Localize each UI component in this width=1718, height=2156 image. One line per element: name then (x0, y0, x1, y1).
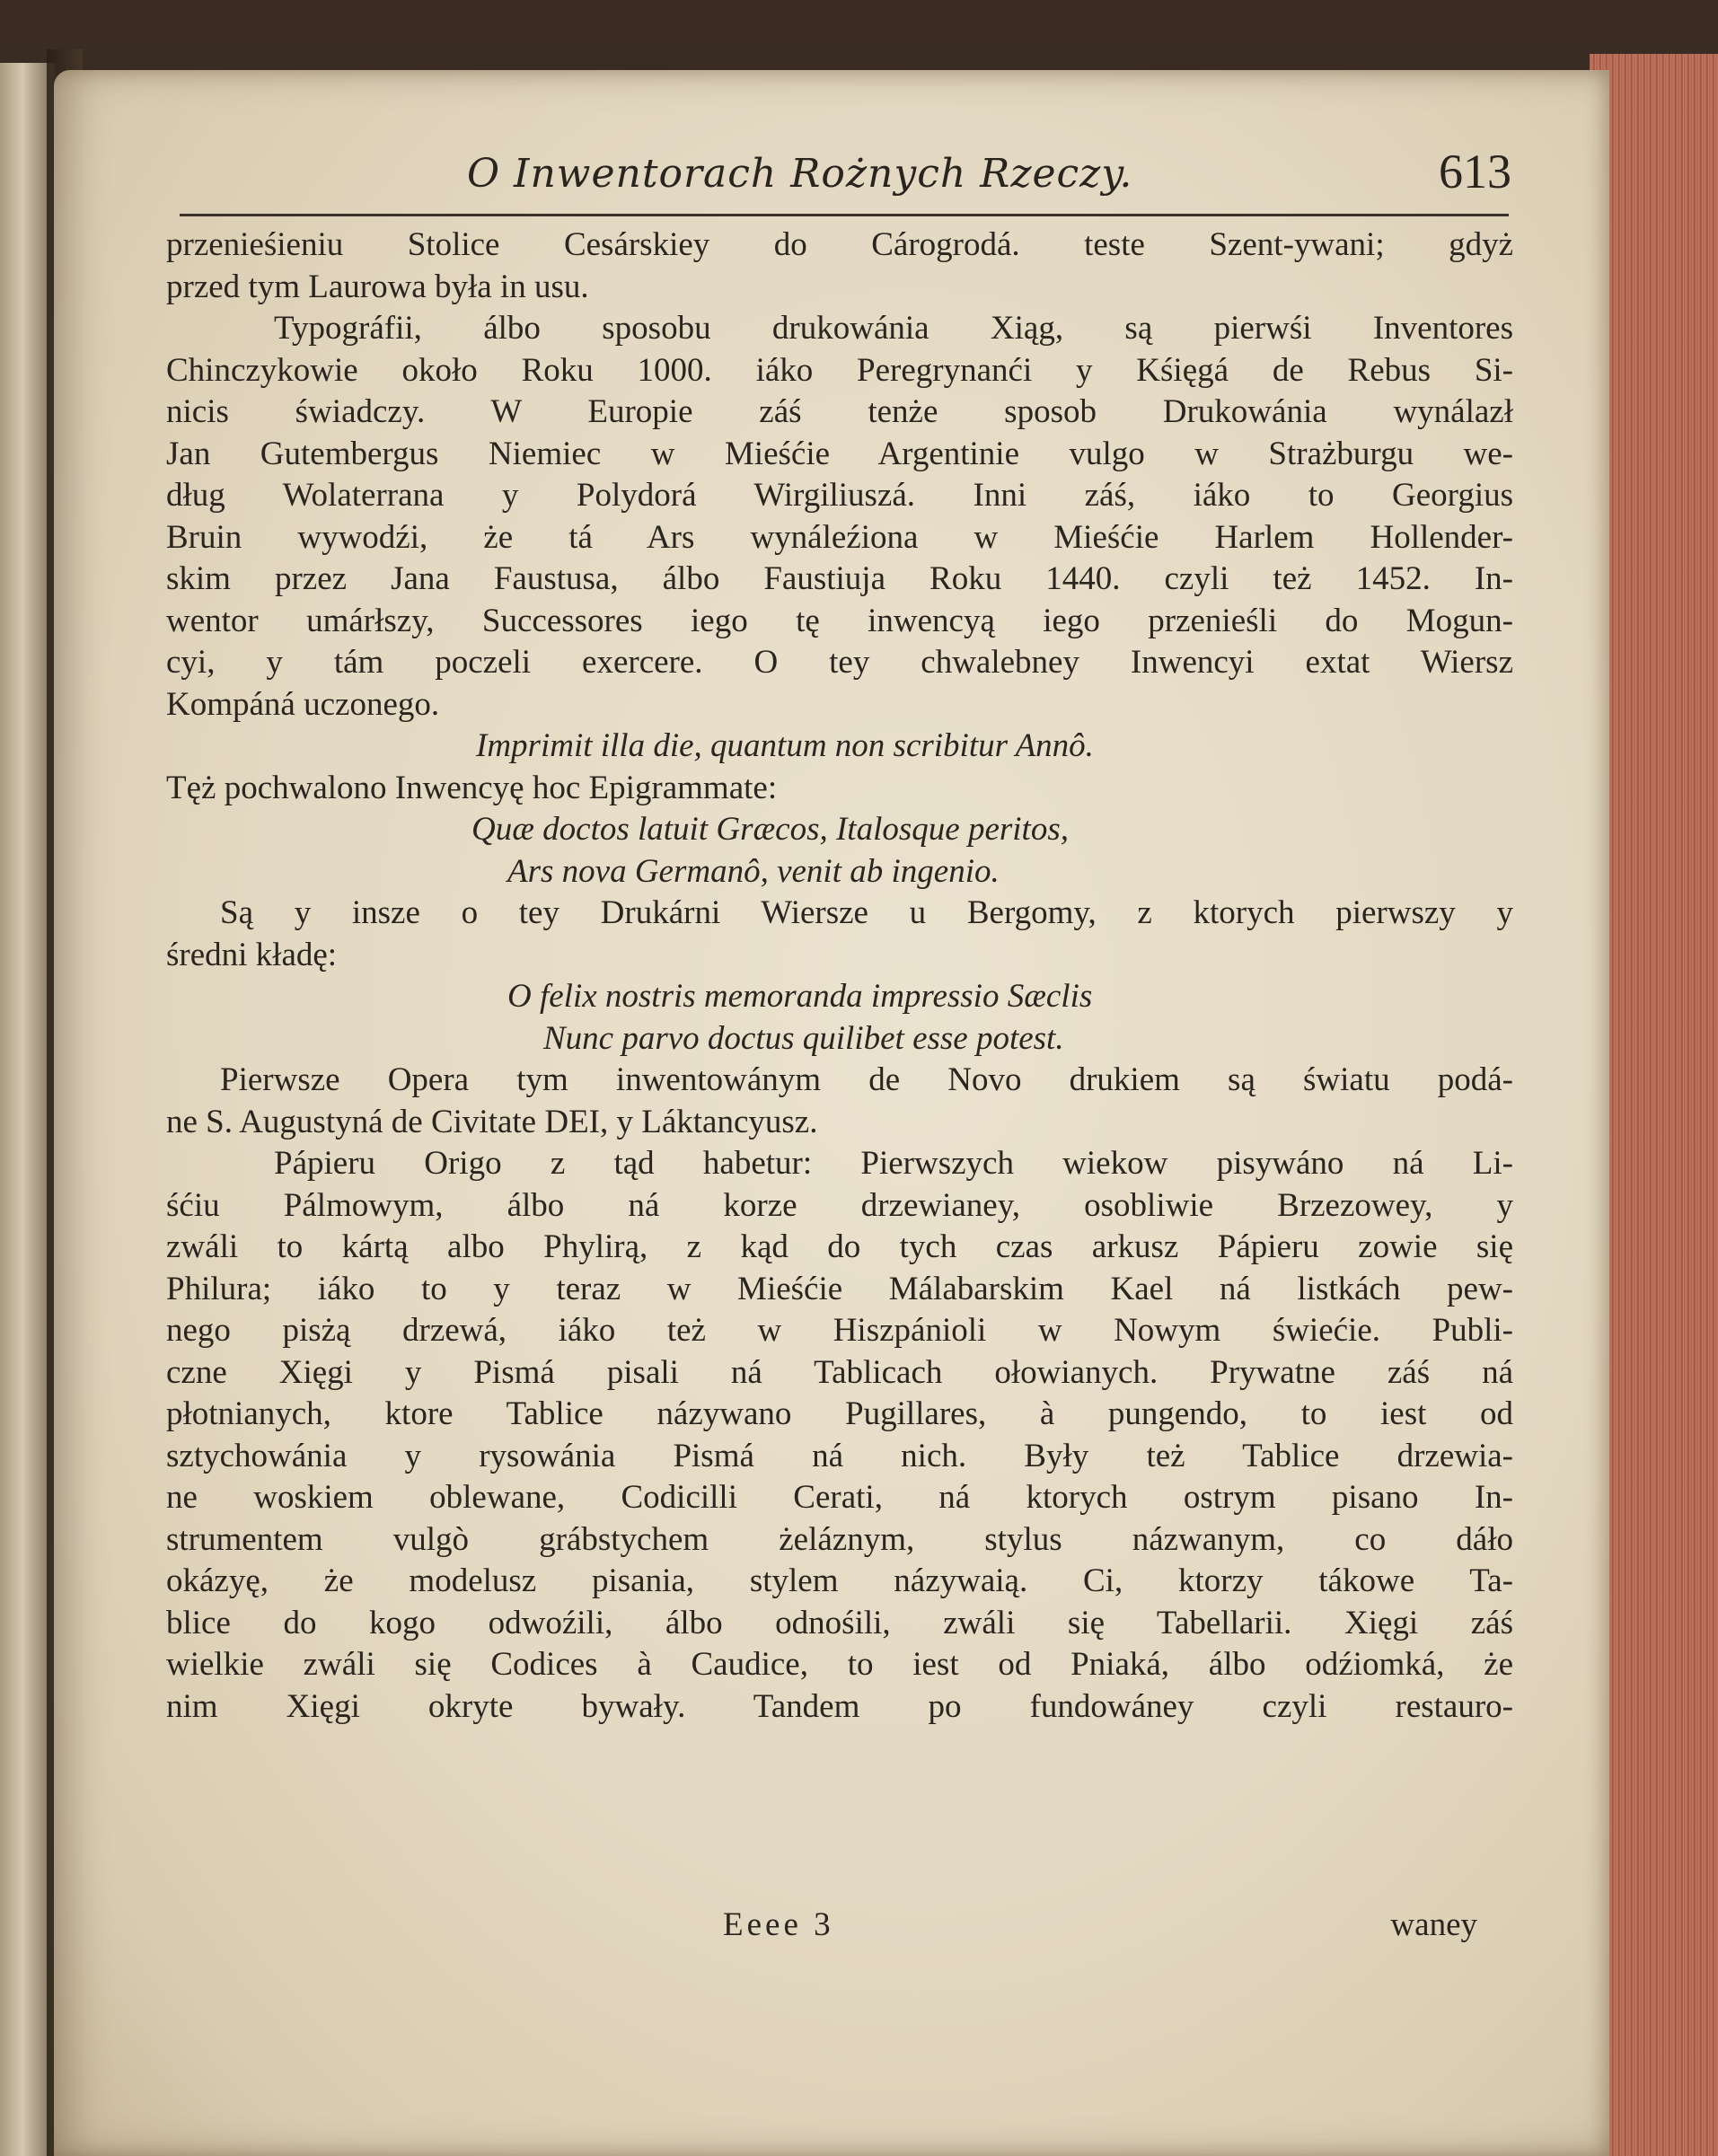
text-line: wentor umárłszy, Successores iego tę inwencyą iego przenieśli do Mogun- (166, 602, 1513, 639)
verse-line: Quæ doctos latuit Græcos, Italosque peritos, (471, 811, 1069, 848)
text-line: średni kładę: (166, 936, 338, 973)
text-line: skim przez Jana Faustusa, álbo Faustiuja Roku 1440. czyli też 1452. In- (166, 560, 1513, 597)
text-line: Kompáná uczonego. (166, 685, 440, 723)
text-line: Bruin wywodźi, że tá Ars wynáleźiona w Mieśćie Harlem Hollender- (166, 518, 1513, 556)
text-line: Philura; iáko to y teraz w Mieśćie Málabarskim Kael ná listkách pew- (166, 1270, 1513, 1307)
text-line: blice do kogo odwoźili, álbo odnośili, zwáli się Tabellarii. Xięgi záś (166, 1604, 1513, 1641)
verse-line: Nunc parvo doctus quilibet esse potest. (543, 1019, 1064, 1057)
text-line: zwáli to kártą albo Phylirą, z kąd do tych czas arkusz Pápieru zowie się (166, 1228, 1513, 1265)
text-line: Typográfii, álbo sposobu drukowánia Xiąg, są pierwśi Inventores (274, 310, 1513, 347)
text-line: nicis świadczy. W Europie záś tenże sposob Drukowánia wynálazł (166, 393, 1513, 430)
text-line: cyi, y tám poczeli exercere. O tey chwalebney Inwencyi extat Wiersz (166, 644, 1513, 681)
text-line: dług Wolaterrana y Polydorá Wirgiliuszá. Inni záś, iáko to Georgius (166, 477, 1513, 514)
page-number: 613 (1439, 145, 1511, 198)
text-line: ne S. Augustyná de Civitate DEI, y Láktancyusz. (166, 1103, 818, 1140)
running-title: O Inwentorach Rożnych Rzeczy. (467, 151, 1133, 197)
text-line: czne Xięgi y Pismá pisali ná Tablicach ołowianych. Prywatne záś ná (166, 1353, 1513, 1391)
verse-line: O felix nostris memoranda impressio Sæclis (507, 978, 1093, 1015)
text-line: ne woskiem oblewane, Codicilli Cerati, ná ktorych ostrym pisano In- (166, 1479, 1513, 1516)
text-line: wielkie zwáli się Codices à Caudice, to iest od Pniaká, álbo odźiomká, że (166, 1646, 1513, 1683)
verse-line: Ars nova Germanô, venit ab ingenio. (507, 852, 1000, 890)
text-line: Chinczykowie około Roku 1000. iáko Peregrynanći y Kśięgá de Rebus Si- (166, 351, 1513, 389)
text-line: nego pisżą drzewá, iáko też w Hiszpánioli w Nowym świećie. Publi- (166, 1312, 1513, 1349)
verse-line: Imprimit illa die, quantum non scribitur Annô. (476, 727, 1094, 764)
body-text (166, 224, 1513, 1728)
running-head (180, 144, 1509, 224)
catchword: waney (1390, 1906, 1477, 1943)
signature-mark: Eeee 3 (723, 1906, 834, 1943)
text-line: Są y insze o tey Drukárni Wiersze u Bergomy, z ktorych pierwszy y (220, 894, 1513, 931)
text-line: Tęż pochwalono Inwencyę hoc Epigrammate: (166, 769, 778, 806)
text-line: sztychowánia y rysowánia Pismá ná nich. Były też Tablice drzewia- (166, 1437, 1513, 1474)
text-line: płotnianych, ktore Tablice názywano Pugillares, à pungendo, to iest od (166, 1395, 1513, 1432)
text-line: Jan Gutembergus Niemiec w Mieśćie Argentinie vulgo w Strażburgu we- (166, 435, 1513, 472)
text-line: przed tym Laurowa była in usu. (166, 268, 589, 305)
text-line: nim Xięgi okryte bywały. Tandem po fundowáney czyli restauro- (166, 1687, 1513, 1725)
text-line: śćiu Pálmowym, álbo ná korze drzewianey, osobliwie Brzezowey, y (166, 1186, 1513, 1224)
text-line: strumentem vulgò grábstychem żeláznym, stylus názwanym, co dáło (166, 1520, 1513, 1558)
text-line: Pápieru Origo z tąd habetur: Pierwszych wiekow pisywáno ná Li- (274, 1145, 1513, 1182)
text-line: okázyę, że modelusz pisania, stylem názywaią. Ci, ktorzy tákowe Ta- (166, 1562, 1513, 1599)
text-line: przenieśieniu Stolice Cesárskiey do Cárogrodá. teste Szent-ywani; gdyż (166, 226, 1513, 263)
page-footer (166, 1905, 1513, 1950)
text-line: Pierwsze Opera tym inwentowánym de Novo drukiem są światu podá- (220, 1061, 1513, 1098)
head-rule (180, 214, 1509, 216)
